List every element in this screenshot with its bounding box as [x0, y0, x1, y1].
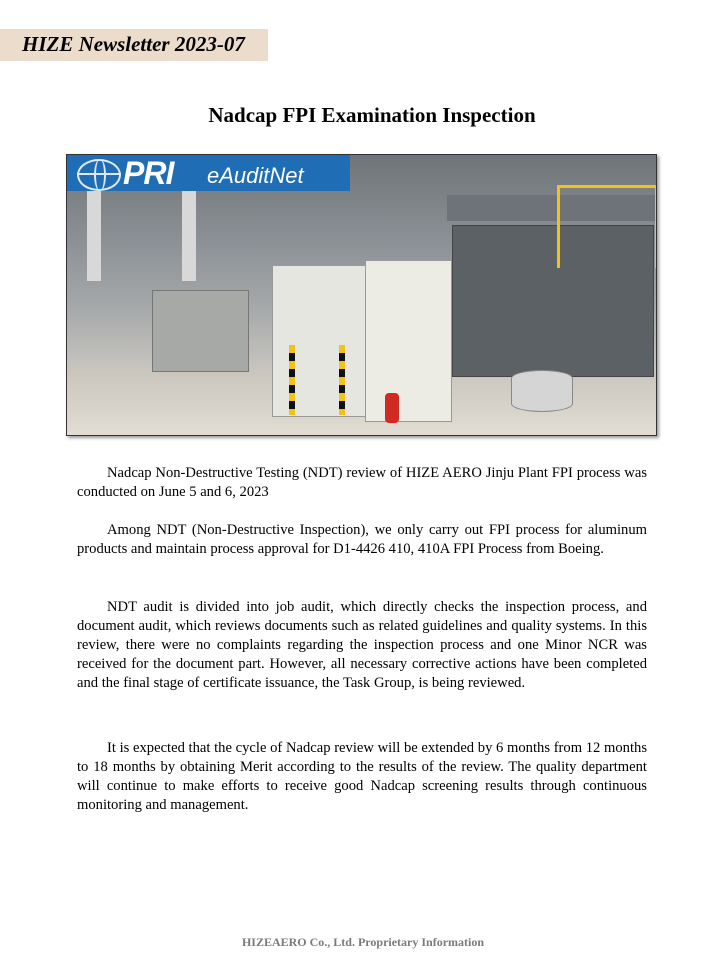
- paragraph-3: [77, 598, 647, 693]
- logo-sub: eAuditNet: [207, 163, 304, 188]
- photo-pipe: [182, 191, 196, 281]
- newsletter-banner: [0, 29, 268, 61]
- paragraph-4: [77, 739, 647, 815]
- paragraph-text: Nadcap Non-Destructive Testing (NDT) review of HIZE AERO Jinju Plant FPI process was conducted on June 5 and 6, 2023: [77, 465, 647, 500]
- photo-pole: [289, 345, 295, 415]
- pri-logo: [67, 155, 350, 191]
- globe-icon: [77, 159, 121, 191]
- paragraph-text: Among NDT (Non-Destructive Inspection), we only carry out FPI process for aluminum products and maintain process approval for D1-4426 410, 410A FPI Process from Boeing.: [77, 522, 647, 557]
- paragraph-text: NDT audit is divided into job audit, which directly checks the inspection process, and document audit, which reviews documents such as related guidelines and quality systems. In this review, there were no complaints regarding the inspection process and one Minor NCR was received for the document part. However, all necessary corrective actions have been completed and the final stage of certificate issuance, the Task Group, is being reviewed.: [77, 599, 647, 691]
- footer-text: HIZEAERO Co., Ltd. Proprietary Information: [241, 935, 485, 949]
- photo-tank: [152, 290, 249, 372]
- paragraph-1: [77, 464, 647, 502]
- photo-rail: [557, 185, 657, 268]
- paragraph-text: It is expected that the cycle of Nadcap review will be extended by 6 months from 12 months to 18 months by obtaining Merit according to the results of the review. The quality department will continue to make efforts to receive good Nadcap screening results through continuous monitoring and management.: [77, 740, 647, 813]
- fire-extinguisher-icon: [385, 393, 399, 423]
- photo-pipe: [87, 191, 101, 281]
- article-title: Nadcap FPI Examination Inspection: [208, 103, 536, 127]
- article-photo: [66, 154, 657, 436]
- photo-pole: [339, 345, 345, 415]
- photo-cabinet: [365, 260, 452, 422]
- logo-main: PRI: [123, 155, 174, 191]
- newsletter-title: HIZE Newsletter 2023-07: [22, 32, 245, 56]
- paragraph-2: [77, 521, 647, 559]
- photo-drum: [511, 370, 573, 412]
